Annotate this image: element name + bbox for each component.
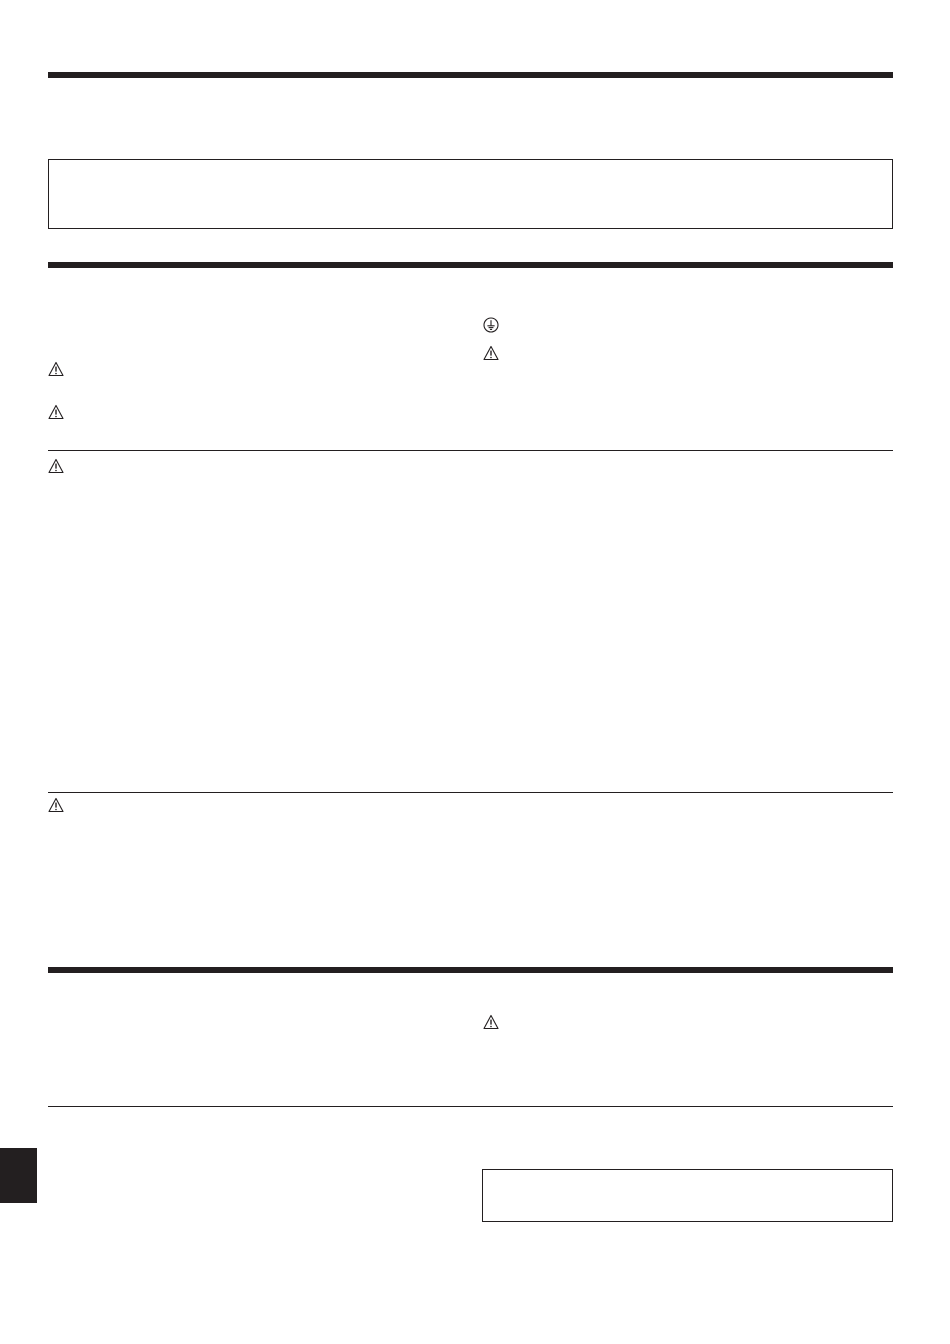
section-heading-rule-3 bbox=[48, 967, 893, 973]
lower-section-divider bbox=[48, 1106, 893, 1107]
caution-triangle-icon bbox=[48, 797, 64, 813]
notice-box-top bbox=[48, 159, 893, 229]
warning-block-divider bbox=[48, 450, 893, 451]
earth-ground-icon bbox=[483, 317, 499, 333]
notice-box-bottom bbox=[482, 1169, 893, 1222]
section-heading-rule-1 bbox=[48, 72, 893, 78]
caution-triangle-icon bbox=[48, 404, 64, 420]
page-edge-tab bbox=[0, 1148, 37, 1203]
warning-triangle-icon bbox=[48, 458, 64, 474]
section-heading-rule-2 bbox=[48, 262, 893, 268]
caution-block-divider bbox=[48, 792, 893, 793]
warning-triangle-icon bbox=[483, 345, 499, 361]
caution-triangle-icon bbox=[483, 1014, 499, 1030]
warning-triangle-icon bbox=[48, 361, 64, 377]
